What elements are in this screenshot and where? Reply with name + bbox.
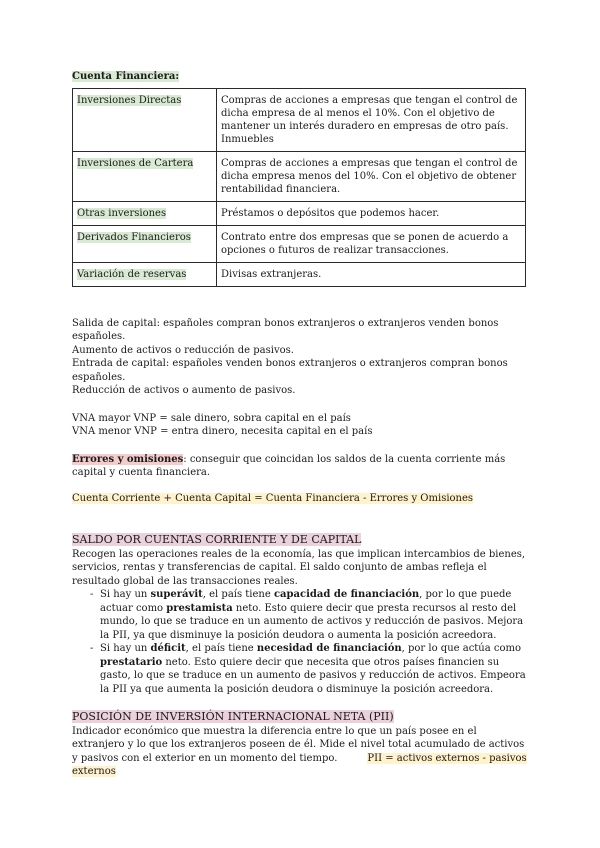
table-row bbox=[73, 151, 526, 201]
list-item-superavit: - Si hay un superávit, el país tiene capacidad de financiación, por lo que puede actuar como prestamista neto. Esto quiere decir que presta recursos al resto del mundo, lo que se traduce en un aumento de activos y reducción de pasivos. Mejora la PII, ya que disminuye la posición deudora o aumenta la posición acreedora. bbox=[72, 588, 528, 642]
table-desc: Divisas extranjeras. bbox=[217, 262, 526, 286]
table-term: Inversiones de Cartera bbox=[73, 151, 217, 201]
errores-paragraph bbox=[72, 453, 528, 480]
table-row bbox=[73, 225, 526, 262]
errores-formula: Cuenta Corriente + Cuenta Capital = Cuenta Financiera - Errores y Omisiones bbox=[72, 492, 474, 504]
capital-line: Salida de capital: españoles compran bonos extranjeros o extranjeros venden bonos españoles. bbox=[72, 317, 499, 342]
capital-line: Aumento de activos o reducción de pasivos. bbox=[72, 344, 294, 356]
list-item-deficit: - Si hay un déficit, el país tiene necesidad de financiación, por lo que actúa como prestatario neto. Esto quiere decir que necesita que otros países financien su gasto, lo que se traduce en un aumento de pasivos y reducción de activos. Empeora la PII ya que aumenta la posición deudora o disminuye la posición acreedora. bbox=[72, 642, 528, 696]
errores-text: : conseguir que coincidan los saldos de la cuenta corriente más capital y cuenta financiera. bbox=[72, 453, 506, 478]
errores-term: Errores y omisiones bbox=[72, 453, 184, 465]
saldo-list bbox=[72, 588, 528, 696]
pii-heading: POSICIÓN DE INVERSIÓN INTERNACIONAL NETA (PII) bbox=[72, 710, 394, 723]
cuenta-financiera-table bbox=[72, 88, 526, 287]
table-desc: Contrato entre dos empresas que se ponen de acuerdo a opciones o futuros de realizar transacciones. bbox=[217, 225, 526, 262]
table-term: Otras inversiones bbox=[73, 201, 217, 225]
table-term: Derivados Financieros bbox=[73, 225, 217, 262]
document-page bbox=[72, 70, 528, 779]
section-title-cuenta-financiera: Cuenta Financiera: bbox=[72, 71, 180, 82]
table-term: Variación de reservas bbox=[73, 262, 217, 286]
vna-paragraph bbox=[72, 412, 528, 439]
table-desc: Préstamos o depósitos que podemos hacer. bbox=[217, 201, 526, 225]
saldo-heading: SALDO POR CUENTAS CORRIENTE Y DE CAPITAL bbox=[72, 533, 362, 546]
table-term: Inversiones Directas bbox=[73, 88, 217, 151]
vna-line: VNA menor VNP = entra dinero, necesita capital en el país bbox=[72, 426, 373, 437]
capital-line: Entrada de capital: españoles venden bonos extranjeros o extranjeros compran bonos españoles. bbox=[72, 358, 508, 383]
capital-flows-paragraph bbox=[72, 317, 528, 398]
table-row bbox=[73, 88, 526, 151]
pii-formula: PII = activos externos - pasivos externos bbox=[72, 752, 527, 777]
pii-text: Indicador económico que muestra la diferencia entre lo que un país posee en el extranjero y lo que los extranjeros poseen de él. Mide el nivel total acumulado de activos y pasivos con el exterior en un momento del tiempo. PII = activos externos - pasivos externos bbox=[72, 725, 527, 777]
vna-line: VNA mayor VNP = sale dinero, sobra capital en el país bbox=[72, 412, 351, 424]
table-row bbox=[73, 262, 526, 286]
table-row bbox=[73, 201, 526, 225]
table-desc: Compras de acciones a empresas que tengan el control de dicha empresa de al menos el 10%. Con el objetivo de mantener un interés duradero en empresas de otro país. Inmuebles bbox=[217, 88, 526, 151]
table-desc: Compras de acciones a empresas que tengan el control de dicha empresa menos del 10%. Con el objetivo de obtener rentabilidad financiera. bbox=[217, 151, 526, 201]
saldo-intro: Recogen las operaciones reales de la economía, las que implican intercambios de bienes, servicios, rentas y transferencias de capital. El saldo conjunto de ambas refleja el resultado global de las transacciones reales. bbox=[72, 548, 526, 587]
capital-line: Reducción de activos o aumento de pasivos. bbox=[72, 385, 296, 396]
